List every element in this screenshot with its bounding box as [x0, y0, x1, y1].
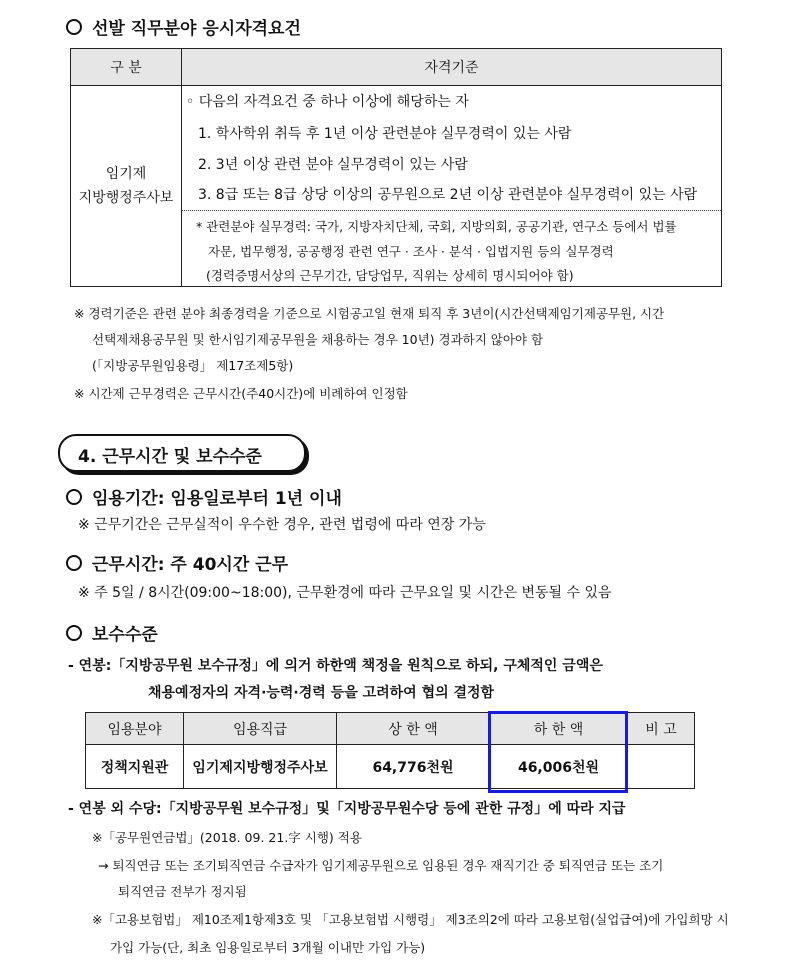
remark-1: ※ 경력기준은 관련 분야 최종경력을 기준으로 시험공고일 현재 퇴직 후 3년이(시간선택제임기제공무원, 시간 [74, 306, 665, 321]
section-title-text: 선발 직무분야 응시자격요건 [92, 19, 301, 39]
criteria-item-1: 1. 학사학위 취득 후 1년 이상 관련분야 실무경력이 있는 사람 [198, 126, 572, 142]
criteria-note-2: 자문, 법무행정, 공공행정 관련 연구 · 조사 · 분석 · 입법지원 등의 실무경력 [208, 244, 614, 259]
period-title: 임용기간: 임용일로부터 1년 이내 [92, 489, 342, 509]
circle-bullet-icon [66, 555, 82, 571]
pay-cell-field: 정책지원관 [86, 745, 184, 789]
circle-bullet-icon [66, 625, 82, 641]
pay-header-min: 하 한 액 [490, 713, 628, 745]
pay-title: 보수수준 [92, 625, 158, 645]
extra-note-5: 가입 가능(단, 최초 임용일로부터 3개월 이내만 가입 가능) [110, 940, 426, 955]
period-heading [66, 484, 342, 509]
extra-note-3: 퇴직연금 전부가 정지됨 [118, 884, 247, 899]
pay-cell-min: 46,006천원 [490, 745, 628, 789]
criteria-item-2: 2. 3년 이상 관련 분야 실무경력이 있는 사람 [198, 157, 468, 173]
section-4-title: 4. 근무시간 및 보수수준 [78, 447, 262, 467]
pay-line-2: 채용예정자의 자격·능력·경력 등을 고려하여 협의 결정함 [148, 685, 495, 701]
extra-allowance-title: - 연봉 외 수당:「지방공무원 보수규정」및「지방공무원수당 등에 관한 규정」에 따라 지급 [68, 801, 626, 817]
extra-note-1: ※「공무원연금법」(2018. 09. 21.字 시행) 적용 [92, 830, 362, 845]
criteria-note-1: * 관련분야 실무경력: 국가, 지방자치단체, 국회, 지방의회, 공공기관, 연구소 등에서 법률 [196, 219, 677, 234]
pay-cell-grade: 임기제지방행정주사보 [184, 745, 337, 789]
pay-header-note: 비 고 [628, 713, 695, 745]
extra-note-2: → 퇴직연금 또는 조기퇴직연금 수급자가 임기제공무원으로 임용된 경우 재직기간 중 퇴직연금 또는 조기 [98, 858, 664, 873]
header-criteria: 자격기준 [182, 49, 722, 86]
pay-heading [66, 620, 158, 645]
pay-header-grade: 임용직급 [184, 713, 337, 745]
row-label-line2: 지방행정주사보 [78, 190, 174, 206]
highlight-box [488, 711, 628, 793]
criteria-cell [182, 86, 722, 287]
section-4-heading [58, 434, 306, 472]
pay-cell-max: 64,776천원 [337, 745, 490, 789]
pay-header-field: 임용분야 [86, 713, 184, 745]
criteria-intro: ◦ 다음의 자격요건 중 하나 이상에 해당하는 자 [186, 94, 469, 110]
divider [182, 210, 721, 211]
hours-heading [66, 550, 288, 575]
section-title-qualification [66, 14, 301, 39]
remark-4: ※ 시간제 근무경력은 근무시간(주40시간)에 비례하여 인정함 [74, 386, 408, 401]
pay-line-1: - 연봉:「지방공무원 보수규정」에 의거 하한액 책정을 원칙으로 하되, 구체적인 금액은 [68, 658, 603, 674]
criteria-item-3: 3. 8급 또는 8급 상당 이상의 공무원으로 2년 이상 관련분야 실무경력이 있는 사람 [198, 187, 698, 203]
pay-header-max: 상 한 액 [337, 713, 490, 745]
criteria-note-3: (경력증명서상의 근무기간, 담당업무, 직위는 상세히 명시되어야 함) [206, 268, 574, 283]
row-label [71, 86, 182, 287]
hours-note: ※ 주 5일 / 8시간(09:00~18:00), 근무환경에 따라 근무요일 및 시간은 변동될 수 있음 [78, 585, 612, 601]
hours-title: 근무시간: 주 40시간 근무 [92, 555, 289, 575]
circle-bullet-icon [66, 489, 82, 505]
header-category: 구 분 [71, 49, 182, 86]
circle-bullet-icon [66, 19, 82, 35]
extra-note-4: ※「고용보험법」 제10조제1항제3호 및 「고용보험법 시행령」 제3조의2에 따라 고용보험(실업급여)에 가입희망 시 [92, 912, 729, 927]
period-note: ※ 근무기간은 근무실적이 우수한 경우, 관련 법령에 따라 연장 가능 [78, 517, 486, 533]
qualification-table [70, 48, 722, 287]
pay-cell-note [628, 745, 695, 789]
remark-2: 선택제채용공무원 및 한시임기제공무원을 채용하는 경우 10년) 경과하지 않아야 함 [92, 332, 544, 347]
remark-3: (「지방공무원임용령」 제17조제5항) [92, 358, 294, 373]
row-label-line1: 임기제 [105, 166, 147, 182]
